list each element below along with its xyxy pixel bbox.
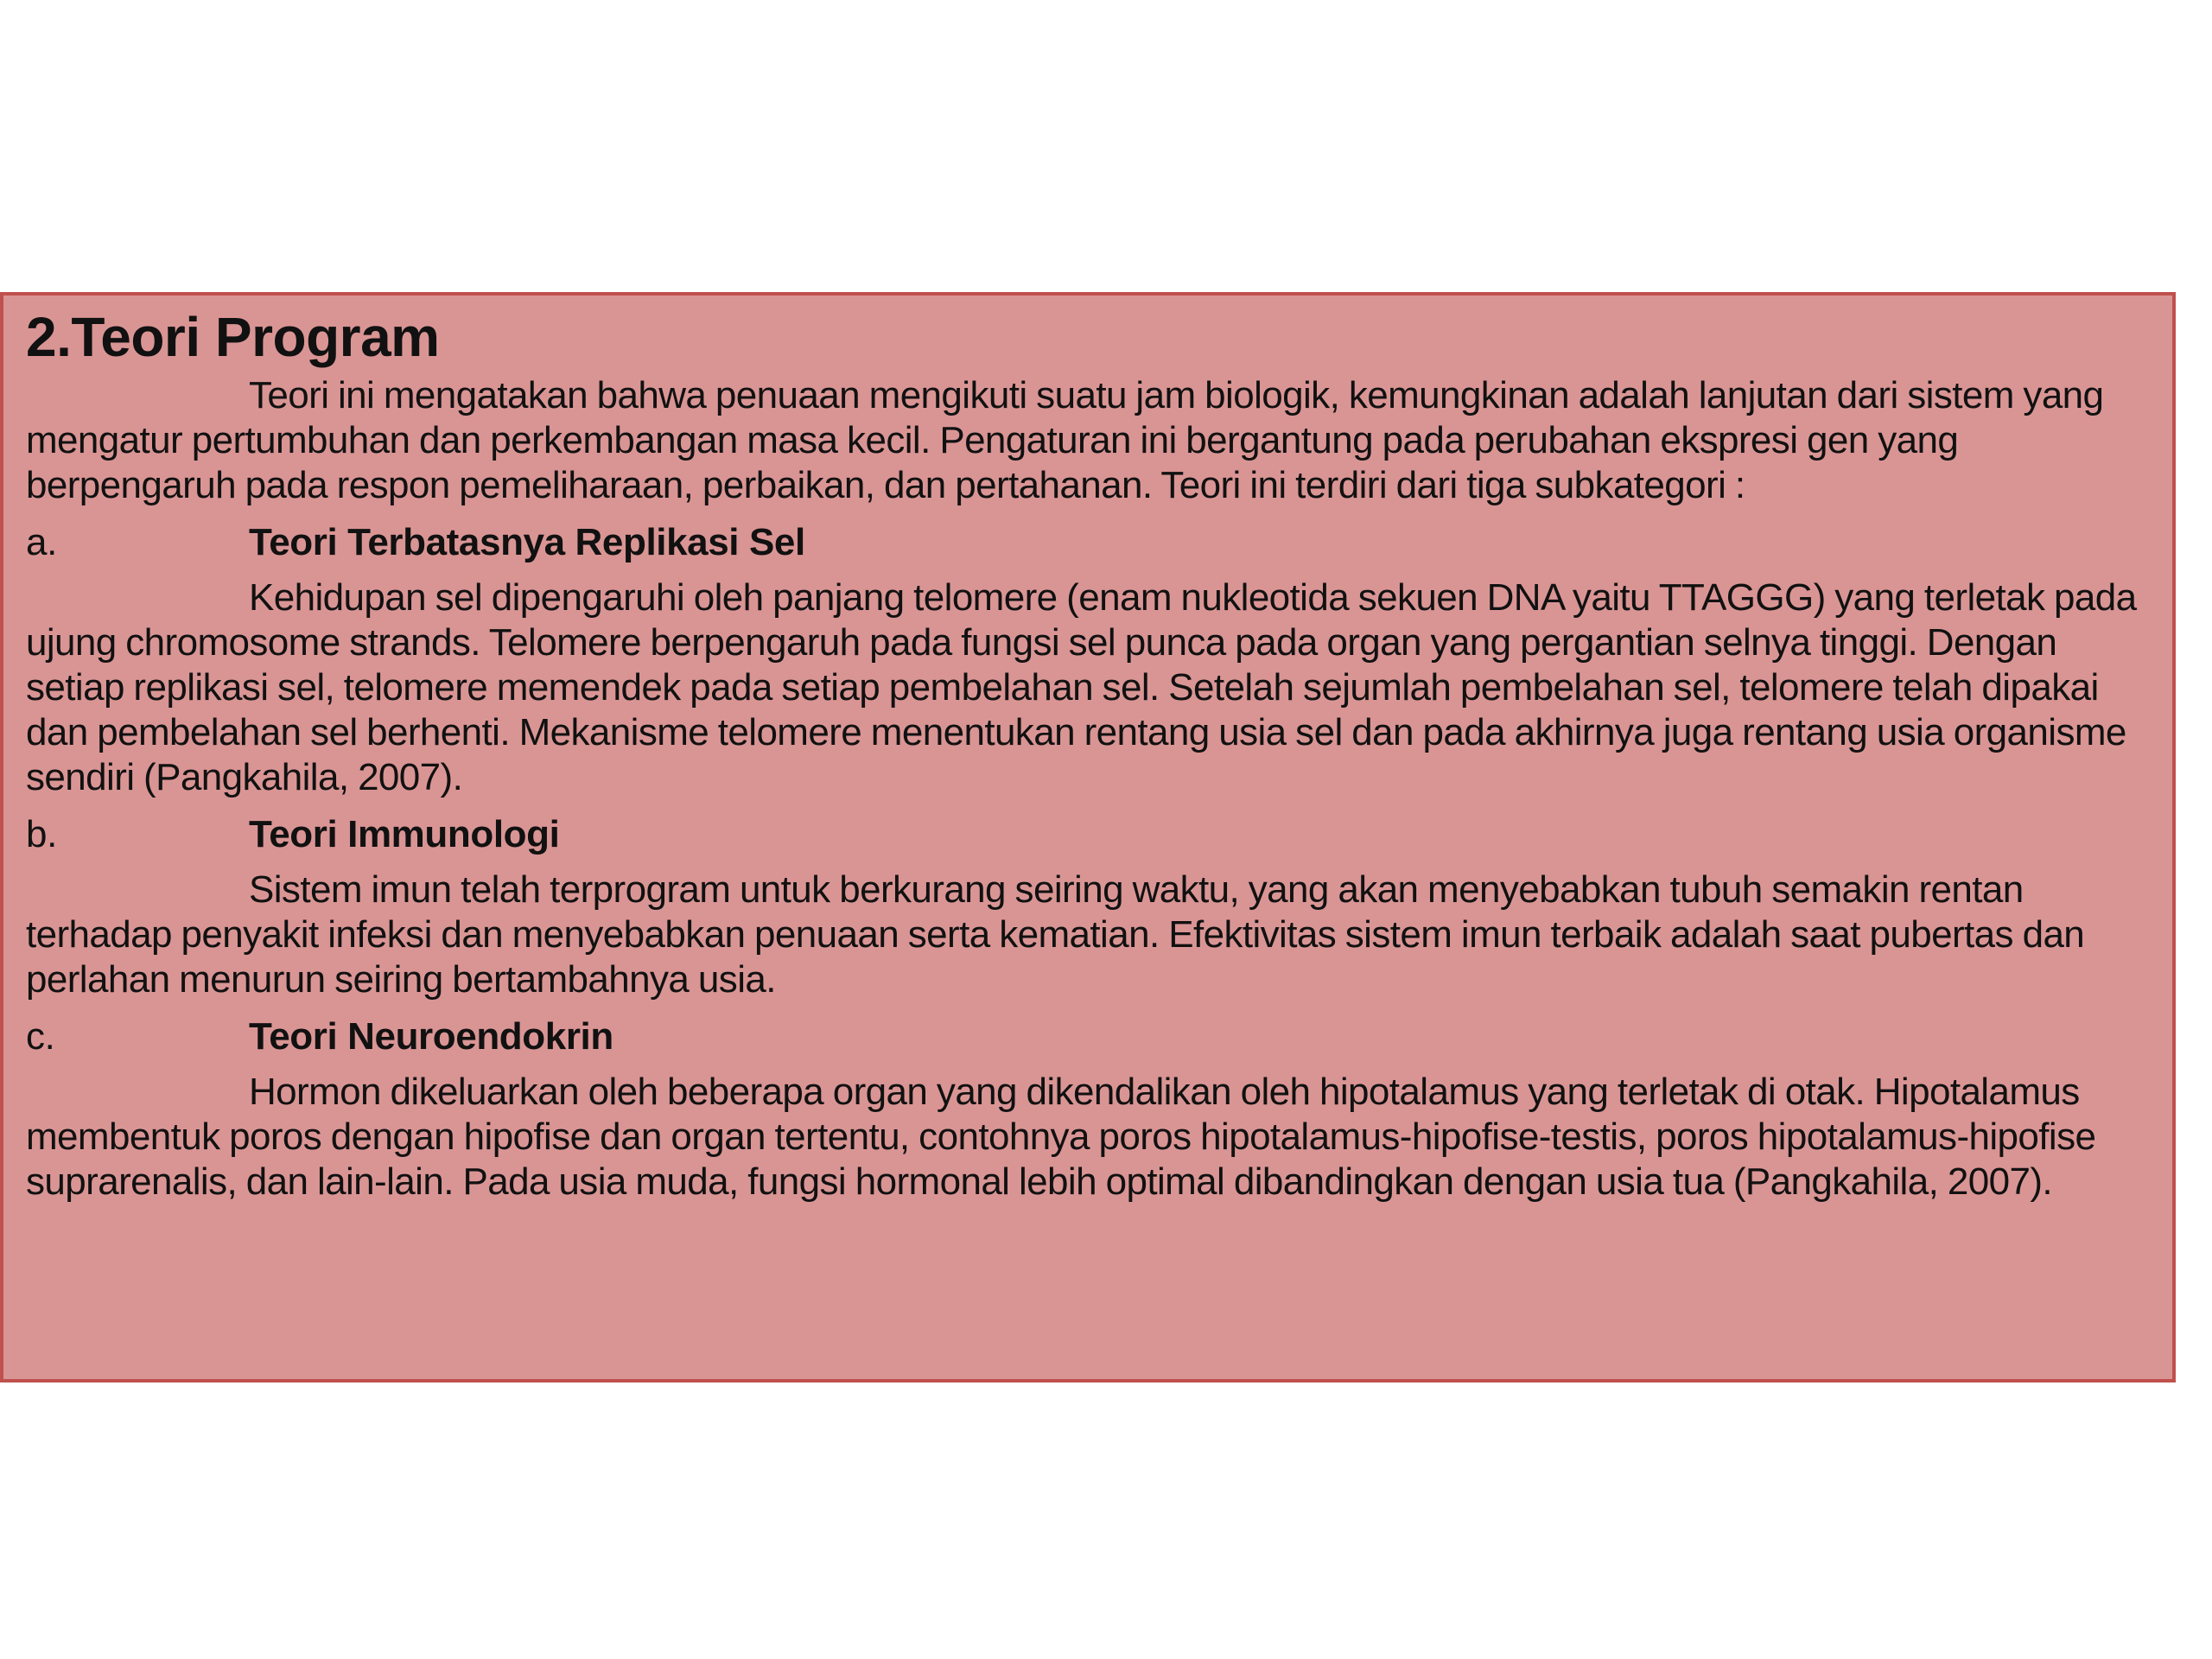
section-title: 2.Teori Program [26,306,440,368]
subsection-body-c: Hormon dikeluarkan oleh beberapa organ yang dikendalikan oleh hipotalamus yang terletak di otak. Hipotalamus membentuk poros dengan hipofise dan organ tertentu, contohnya poros hipotalamus-hipofise-testis, poros hipotalamus-hipofise suprarenalis, dan lain-lain. Pada usia muda, fungsi hormonal lebih optimal dibandingkan dengan usia tua (Pangkahila, 2007). [26,1071,2096,1203]
subsection-title-c: Teori Neuroendokrin [249,1015,613,1058]
subsection-marker-b: b. [26,813,57,855]
subsection-heading-a [26,520,2153,565]
subsection-marker-c: c. [26,1015,55,1058]
content-textbox [0,292,2176,1382]
subsection-title-a: Teori Terbatasnya Replikasi Sel [249,521,805,563]
subsection-heading-b [26,812,2153,857]
intro-paragraph: Teori ini mengatakan bahwa penuaan mengikuti suatu jam biologik, kemungkinan adalah lanjutan dari sistem yang mengatur pertumbuhan dan perkembangan masa kecil. Pengaturan ini bergantung pada perubahan ekspresi gen yang berpengaruh pada respon pemeliharaan, perbaikan, dan pertahanan. Teori ini terdiri dari tiga subkategori : [26,374,2104,506]
subsection-marker-a: a. [26,521,57,563]
subsection-body-b: Sistem imun telah terprogram untuk berkurang seiring waktu, yang akan menyebabkan tubuh semakin rentan terhadap penyakit infeksi dan menyebabkan penuaan serta kematian. Efektivitas sistem imun terbaik adalah saat pubertas dan perlahan menurun seiring bertambahnya usia. [26,868,2085,1001]
subsection-title-b: Teori Immunologi [249,813,560,855]
subsection-heading-c [26,1014,2153,1059]
subsection-body-a: Kehidupan sel dipengaruhi oleh panjang telomere (enam nukleotida sekuen DNA yaitu TTAGGG) yang terletak pada ujung chromosome strands. Telomere berpengaruh pada fungsi sel punca pada organ yang pergantian selnya tinggi. Dengan setiap replikasi sel, telomere memendek pada setiap pembelahan sel. Setelah sejumlah pembelahan sel, telomere telah dipakai dan pembelahan sel berhenti. Mekanisme telomere menentukan rentang usia sel dan pada akhirnya juga rentang usia organisme sendiri (Pangkahila, 2007). [26,576,2137,798]
